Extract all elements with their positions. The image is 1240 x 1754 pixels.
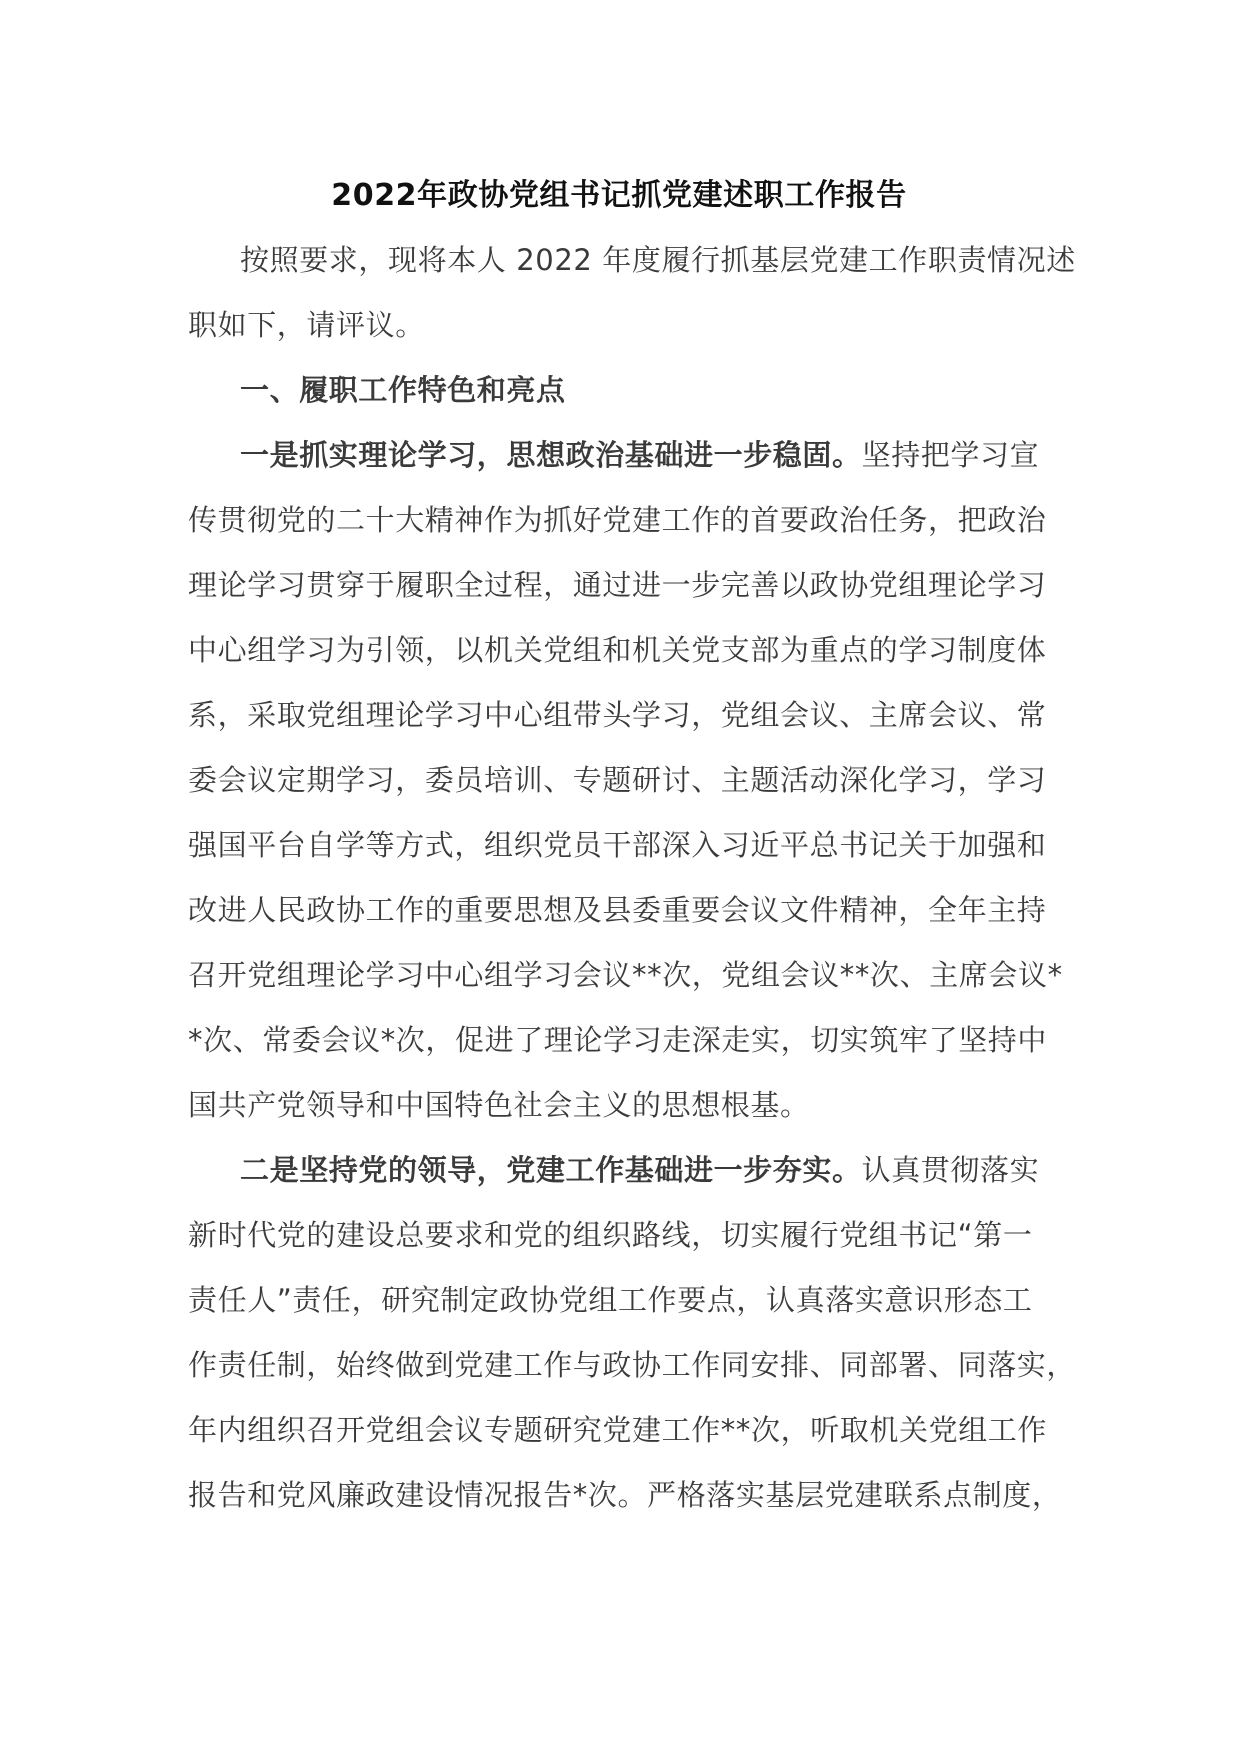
text-line: 报告和党风廉政建设情况报告*次。严格落实基层党建联系点制度，	[188, 1478, 1062, 1512]
text-line: *次、常委会议*次，促进了理论学习走深走实，切实筑牢了坚持中	[188, 1023, 1048, 1057]
text-line: 职如下，请评议。	[188, 308, 425, 342]
text-line: 传贯彻党的二十大精神作为抓好党建工作的首要政治任务，把政治	[188, 503, 1047, 537]
paragraph-point-2	[188, 1138, 1077, 1528]
text-line: 新时代党的建设总要求和党的组织路线，切实履行党组书记“第一	[188, 1218, 1033, 1252]
text-line	[188, 423, 1068, 488]
intro-paragraph	[188, 228, 1076, 358]
text-line: 中心组学习为引领，以机关党组和机关党支部为重点的学习制度体	[188, 633, 1047, 667]
text-line: 强国平台自学等方式，组织党员干部深入习近平总书记关于加强和	[188, 828, 1047, 862]
text-span: 坚持把学习宣	[861, 438, 1040, 472]
paragraph-lead: 一是抓实理论学习，思想政治基础进一步稳固。	[240, 438, 862, 472]
text-span: 认真贯彻落实	[861, 1153, 1040, 1187]
text-line: 改进人民政协工作的重要思想及县委重要会议文件精神，全年主持	[188, 893, 1047, 927]
text-line: 按照要求，现将本人 2022 年度履行抓基层党建工作职责情况述	[240, 243, 1076, 277]
text-line: 国共产党领导和中国特色社会主义的思想根基。	[188, 1088, 810, 1122]
document-page	[188, 163, 1077, 1528]
text-line	[188, 1138, 1068, 1203]
text-line: 理论学习贯穿于履职全过程，通过进一步完善以政协党组理论学习	[188, 568, 1047, 602]
text-line: 年内组织召开党组会议专题研究党建工作**次，听取机关党组工作	[188, 1413, 1048, 1447]
text-line: 责任人”责任，研究制定政协党组工作要点，认真落实意识形态工	[188, 1283, 1033, 1317]
paragraph-point-1	[188, 423, 1068, 1138]
document-title: 2022年政协党组书记抓党建述职工作报告	[331, 178, 907, 213]
paragraph-lead: 二是坚持党的领导，党建工作基础进一步夯实。	[240, 1153, 862, 1187]
text-line: 召开党组理论学习中心组学习会议**次，党组会议**次、主席会议*	[188, 958, 1063, 992]
text-line: 作责任制，始终做到党建工作与政协工作同安排、同部署、同落实，	[188, 1348, 1077, 1382]
text-line: 委会议定期学习，委员培训、专题研讨、主题活动深化学习，学习	[188, 763, 1047, 797]
text-line: 系，采取党组理论学习中心组带头学习，党组会议、主席会议、常	[188, 698, 1047, 732]
section-heading: 一、履职工作特色和亮点	[240, 373, 566, 407]
